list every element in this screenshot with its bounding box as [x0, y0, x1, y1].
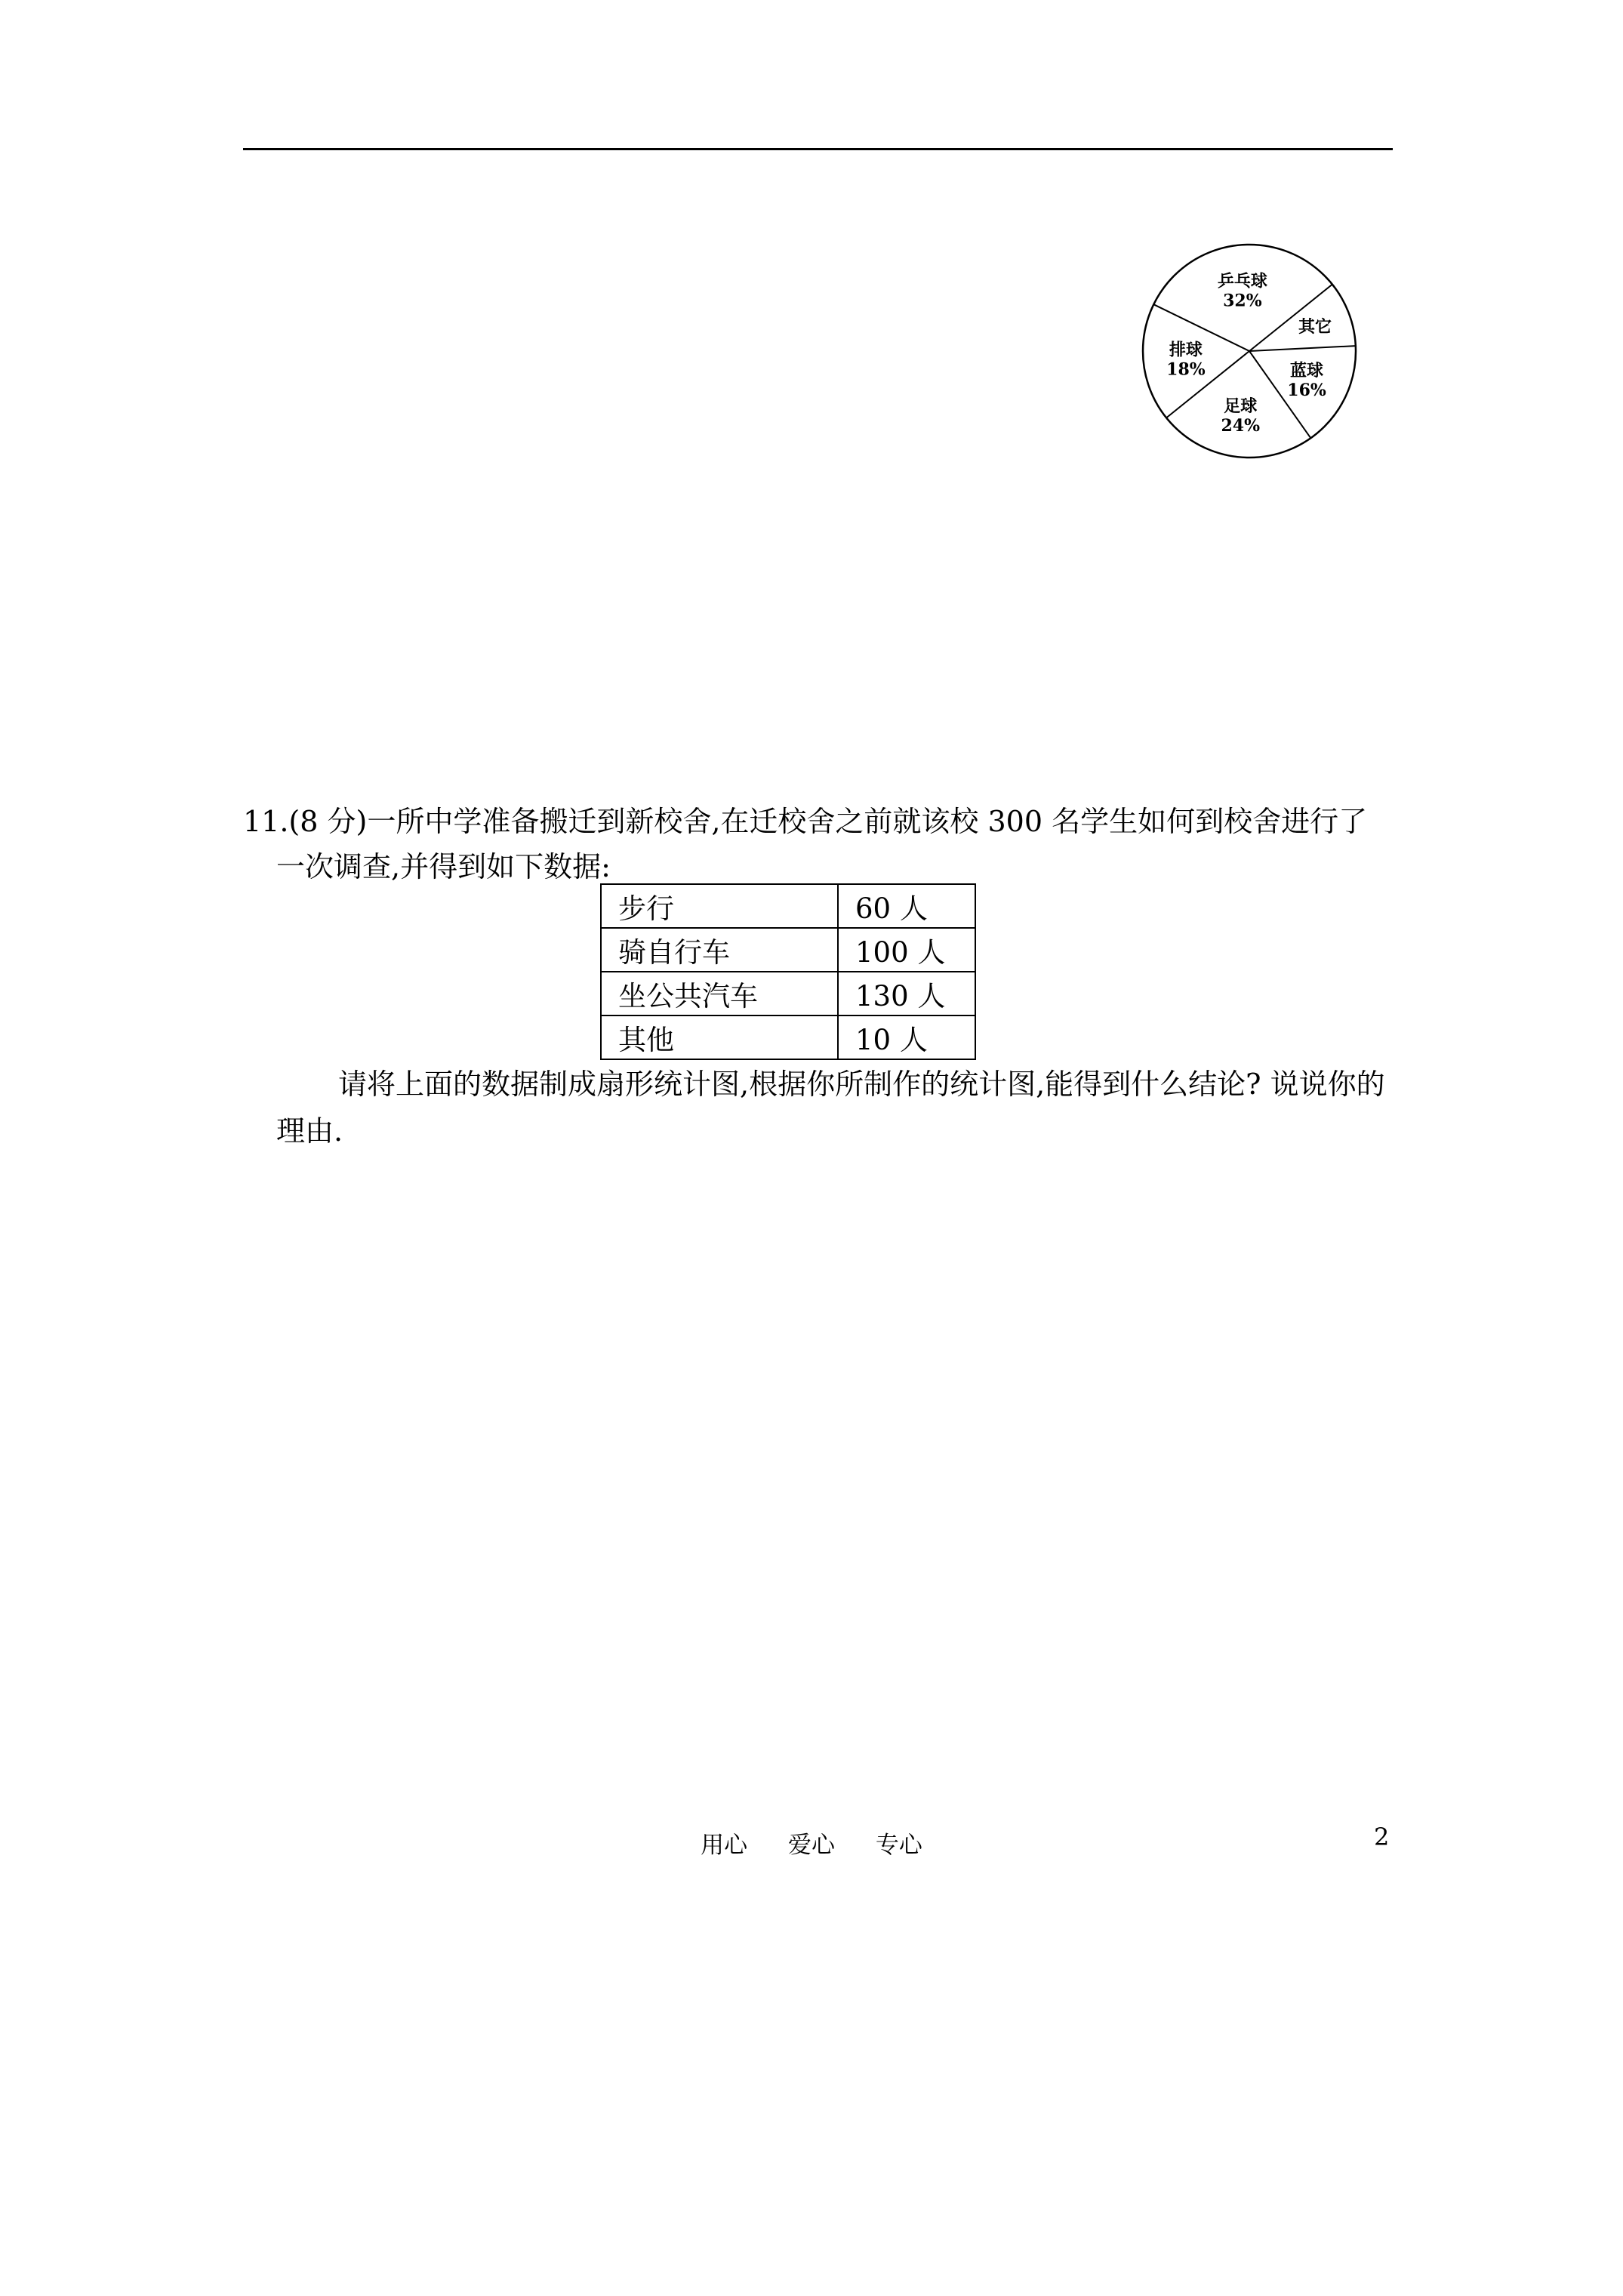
instruction-line-1: 请将上面的数据制成扇形统计图,根据你所制作的统计图,能得到什么结论? 说说你的 — [338, 1068, 1385, 1101]
survey-table — [600, 883, 976, 1060]
pie-slice-name: 排球 — [1169, 340, 1203, 360]
pie-chart — [1136, 238, 1363, 464]
table-row — [601, 972, 975, 1015]
table-row — [601, 884, 975, 928]
table-cell-count: 60 人 — [838, 884, 975, 928]
header-rule — [243, 148, 1393, 150]
pie-slice-percent: 32% — [1223, 291, 1262, 311]
pie-slice-label — [1166, 340, 1206, 379]
instruction-line-2: 理由. — [276, 1114, 343, 1148]
pie-slice-label — [1287, 361, 1326, 400]
pie-slice-name: 其它 — [1298, 316, 1332, 337]
pie-slice-name: 蓝球 — [1290, 361, 1324, 381]
pie-chart-svg — [1136, 238, 1363, 464]
footer-item: 用心 — [701, 1832, 748, 1859]
table-row — [601, 928, 975, 972]
instruction — [243, 1061, 1406, 1154]
pie-slice-label — [1218, 272, 1267, 311]
pie-slice-percent: 18% — [1166, 359, 1206, 380]
table-cell-count: 100 人 — [838, 928, 975, 972]
pie-slice-name: 乒乓球 — [1217, 271, 1267, 291]
page-number: 2 — [1374, 1823, 1390, 1851]
table-cell-mode: 其他 — [601, 1015, 838, 1059]
footer-item: 专心 — [875, 1832, 922, 1859]
table-cell-count: 10 人 — [838, 1015, 975, 1059]
table-cell-mode: 步行 — [601, 884, 838, 928]
question-11 — [243, 799, 1406, 889]
pie-slice-percent: 24% — [1221, 415, 1260, 436]
question-line-2: 一次调查,并得到如下数据: — [276, 850, 611, 883]
footer-item: 爱心 — [788, 1832, 835, 1859]
pie-slice-label — [1298, 317, 1332, 337]
question-line-1: 11.(8 分)一所中学准备搬迁到新校舍,在迁校舍之前就该校 300 名学生如何到校舍进行了 — [243, 805, 1368, 838]
pie-slice-name: 足球 — [1224, 396, 1258, 416]
table-cell-mode: 坐公共汽车 — [601, 972, 838, 1015]
table-cell-count: 130 人 — [838, 972, 975, 1015]
table-cell-mode: 骑自行车 — [601, 928, 838, 972]
table-row — [601, 1015, 975, 1059]
pie-slice-percent: 16% — [1287, 381, 1326, 401]
pie-slice-label — [1221, 396, 1260, 436]
